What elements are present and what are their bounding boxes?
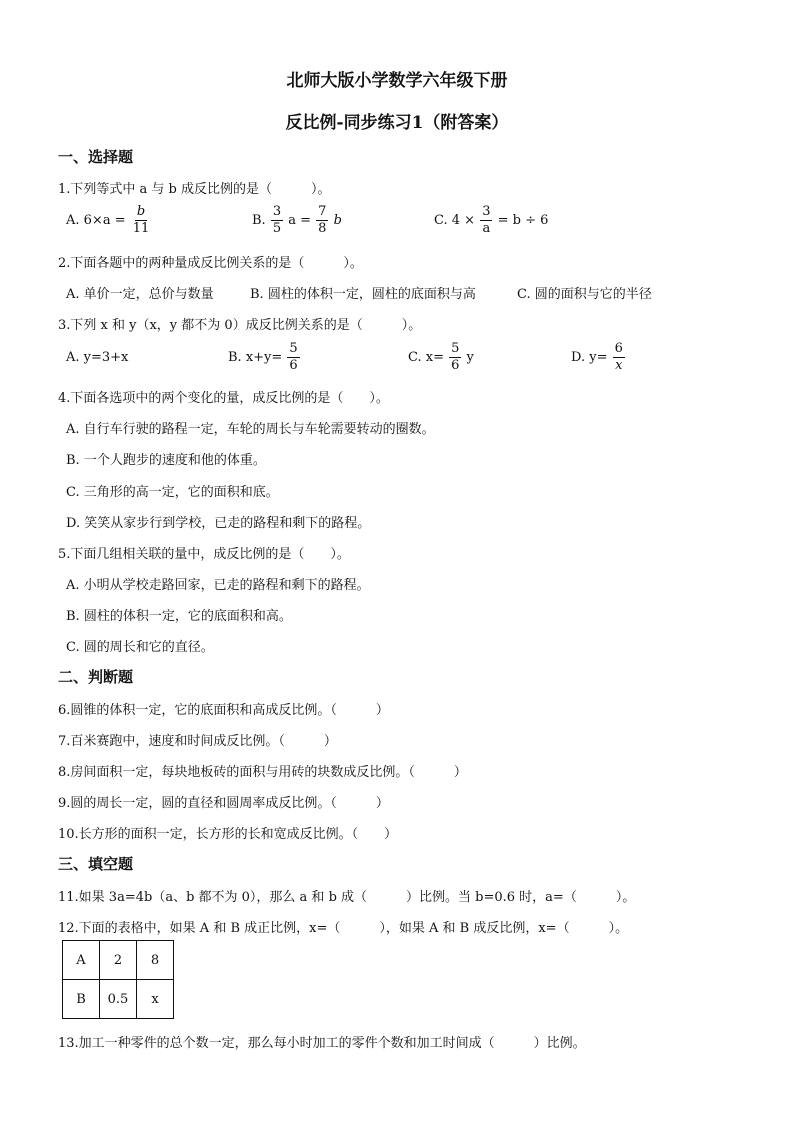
table-cell: x xyxy=(137,980,174,1019)
page-title: 北师大版小学数学六年级下册 xyxy=(286,71,508,91)
q1-option-c: C. 4 × $\frac{3}{a}$ = b ÷ 6 xyxy=(434,204,549,236)
q2-option-b: B. 圆柱的体积一定，圆柱的底面积与高 xyxy=(250,287,476,302)
q5-option-c: C. 圆的周长和它的直径。 xyxy=(66,640,214,655)
q4-option-a: A. 自行车行驶的路程一定，车轮的周长与车轮需要转动的圈数。 xyxy=(66,422,435,437)
question-4: 4.下面各选项中的两个变化的量，成反比例的是（ ）。 xyxy=(58,391,389,406)
question-5: 5.下面几组相关联的量中，成反比例的是（ ）。 xyxy=(58,547,350,562)
question-12: 12.下面的表格中，如果 A 和 B 成正比例，x=（ ），如果 A 和 B 成反比例，x=（ ）。 xyxy=(58,921,629,936)
section-heading-fill: 三、填空题 xyxy=(58,855,134,873)
q4-option-d: D. 笑笑从家步行到学校，已走的路程和剩下的路程。 xyxy=(66,516,371,531)
q5-option-a: A. 小明从学校走路回家，已走的路程和剩下的路程。 xyxy=(66,578,370,593)
q1-option-a: A. 6×a = $\frac{b}{11}$ xyxy=(66,204,150,236)
question-7: 7.百米赛跑中，速度和时间成反比例。（ ） xyxy=(58,734,337,749)
q2-option-a: A. 单价一定，总价与数量 xyxy=(66,287,214,302)
question-11: 11.如果 3a=4b（a、b 都不为 0），那么 a 和 b 成（ ）比例。当 b=0.6 时，a=（ ）。 xyxy=(58,890,636,905)
q3-option-d: D. y= $\frac{6}{x}$ xyxy=(571,341,623,373)
question-1: 1.下列等式中 a 与 b 成反比例的是（ ）。 xyxy=(58,182,331,197)
q3-option-a: A. y=3+x xyxy=(66,350,129,365)
q2-option-c: C. 圆的面积与它的半径 xyxy=(517,287,652,302)
table-cell: 0.5 xyxy=(100,980,137,1019)
page-subtitle: 反比例-同步练习1（附答案） xyxy=(285,113,509,133)
q4-option-c: C. 三角形的高一定，它的面积和底。 xyxy=(66,485,279,500)
question-8: 8.房间面积一定，每块地板砖的面积与用砖的块数成反比例。（ ） xyxy=(58,765,467,780)
question-6: 6.圆锥的体积一定，它的底面积和高成反比例。（ ） xyxy=(58,703,389,718)
question-10: 10.长方形的面积一定，长方形的长和宽成反比例。（ ） xyxy=(58,827,398,842)
q4-option-b: B. 一个人跑步的速度和他的体重。 xyxy=(66,453,266,468)
table-row xyxy=(63,941,174,980)
table-row xyxy=(63,980,174,1019)
section-heading-judge: 二、判断题 xyxy=(58,668,134,686)
q12-table xyxy=(62,940,174,1019)
q1-option-b: B. $\frac{3}{5}$ a = $\frac{7}{8}$ b xyxy=(252,204,342,236)
q5-option-b: B. 圆柱的体积一定，它的底面积和高。 xyxy=(66,609,292,624)
question-13: 13.加工一种零件的总个数一定，那么每小时加工的零件个数和加工时间成（ ）比例。 xyxy=(58,1036,586,1051)
question-3: 3.下列 x 和 y（x，y 都不为 0）成反比例关系的是（ ）。 xyxy=(58,318,422,333)
table-cell: B xyxy=(63,980,100,1019)
q3-option-c: C. x= $\frac{5}{6}$ y xyxy=(408,341,474,373)
table-cell: 8 xyxy=(137,941,174,980)
table-cell: 2 xyxy=(100,941,137,980)
q3-option-b: B. x+y= $\frac{5}{6}$ xyxy=(228,341,298,373)
section-heading-choice: 一、选择题 xyxy=(58,148,134,166)
question-9: 9.圆的周长一定，圆的直径和圆周率成反比例。（ ） xyxy=(58,796,389,811)
question-2: 2.下面各题中的两种量成反比例关系的是（ ）。 xyxy=(58,256,363,271)
table-cell: A xyxy=(63,941,100,980)
